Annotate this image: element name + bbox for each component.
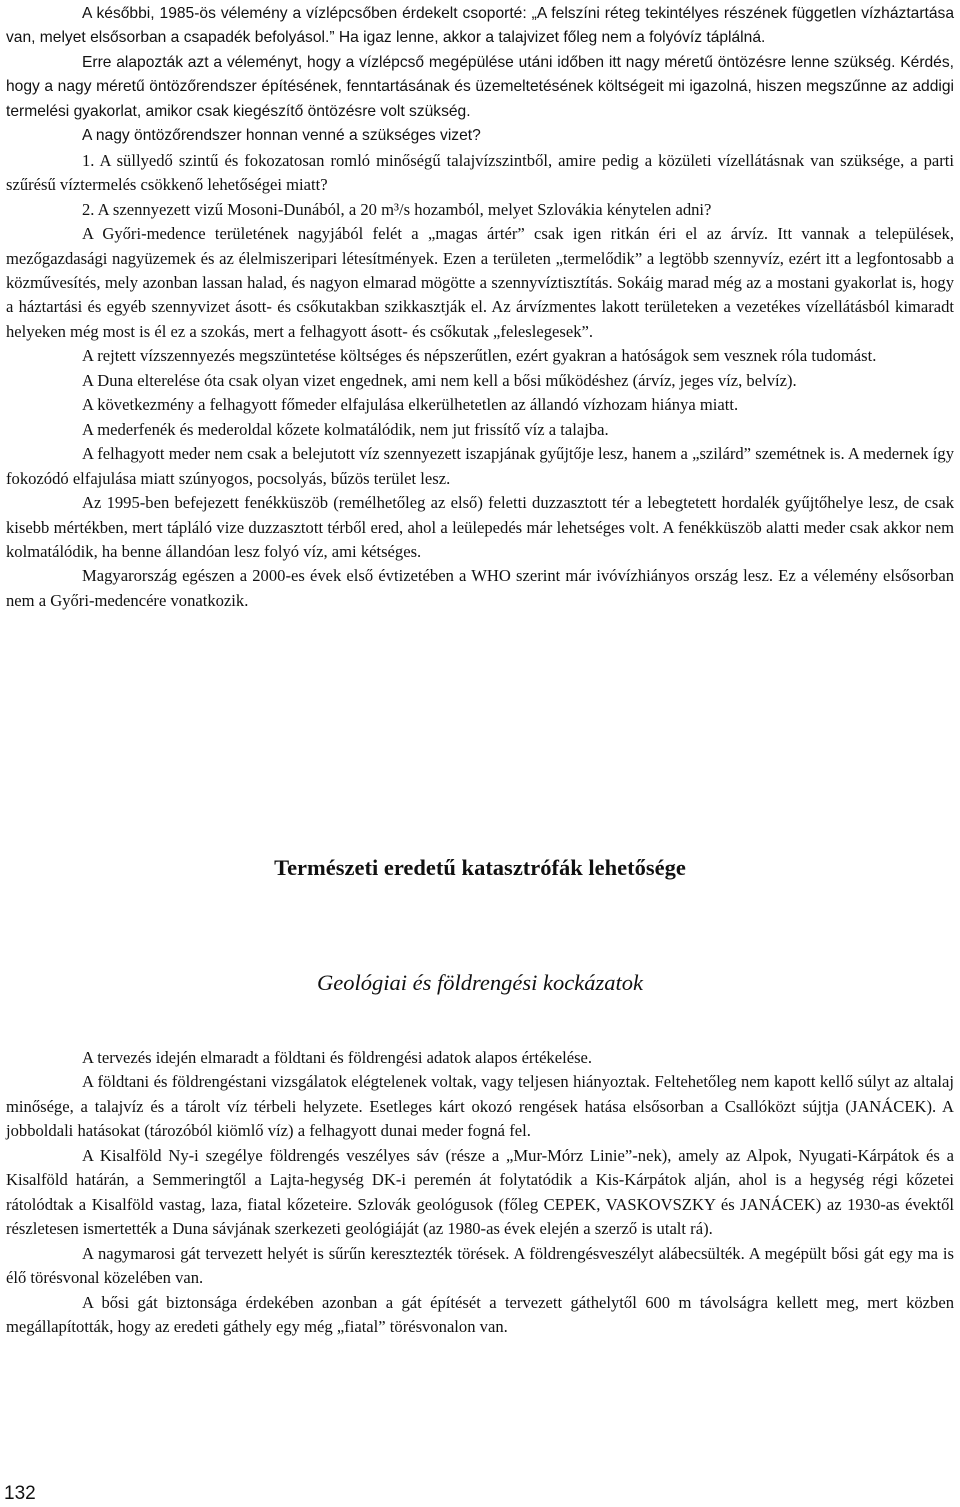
paragraph: A rejtett vízszennyezés megszüntetése költséges és népszerűtlen, ezért gyakran a hatóságok sem vesznek róla tudomást. [82, 346, 877, 366]
paragraph: Magyarország egészen a 2000-es évek első évtizetében a WHO szerint már ivóvízhiányos ország lesz. Ez a vélemény elsősorban nem a Győri-medencére vonatkozik. [6, 566, 954, 610]
page-number: 132 [4, 1483, 36, 1504]
paragraph: A Győri-medence területének nagyjából felét a „magas ártér” csak igen ritkán éri el az árvíz. Itt vannak a települések, mezőgazdasági nagyüzemek és az élelmiszeripari létesítmények. Ezen a területen „termelődik” a legtöbb szennyvíz, ezért itt a legfontosabb a közművesítés, mely azonban lassan halad, és nagyon elmarad mögötte a szennyvíztisztítás. Sokáig marad még az a mostani gyakorlat is, hogy a háztartási és egyéb szennyvizet ásott- és csőkutakban szikkasztják el. Az árvízmentes lakott területeken a vezetékes vízellátásból kimaradt helyeken még most is él ez a szokás, mert a felhagyott ásott- és csőkutak „feleslegesek”. [6, 224, 954, 341]
body-text-top [6, 2, 954, 613]
paragraph: A Kisalföld Ny-i szegélye földrengés veszélyes sáv (része a „Mur-Mórz Linie”-nek), amely az Alpok, Nyugati-Kárpátok és a Kisalföld határán, a Semmeringtől a Lajta-hegység DK-i peremén át folytatódik a Kis-Kárpátok alján, ahol is a hegység régi kőzetei rátolódtak a Kisalföld vastag, laza, fiatal kőzeteire. Szlovák geológusok (főleg CEPEK, VASKOVSZKY és JANÁCEK) az 1930-as évektől részletesen ismertették a Duna sávjának szerkezeti geológiáját (az 1980-as évek elején a szerző is utalt rá). [6, 1145, 954, 1239]
paragraph: 1. A süllyedő szintű és fokozatosan romló minőségű talajvízszintből, amire pedig a közületi vízellátásnak van szüksége, a parti szűrésű víztermelés csökkenő lehetőségei miatt? [6, 150, 954, 195]
paragraph: A következmény a felhagyott főmeder elfajulása elkerülhetetlen az állandó vízhozam hiánya miatt. [82, 395, 739, 415]
paragraph: A későbbi, 1985-ös vélemény a vízlépcsőben érdekelt csoporté: „A felszíni réteg tekintélyes részének független vízháztartása van, melyet elsősorban a csapadék befolyásol.” Ha igaz lenne, akkor a talajvizet főleg nem a folyóvíz táplálná. [6, 5, 954, 47]
paragraph: A mederfenék és mederoldal kőzete kolmatálódik, nem jut frissítő víz a talajba. [82, 419, 609, 439]
body-text-bottom [6, 1046, 954, 1339]
paragraph: A Duna elterelése óta csak olyan vizet engednek, ami nem kell a bősi működéshez (árvíz, jeges víz, belvíz). [82, 370, 797, 390]
paragraph: 2. A szennyezett vizű Mosoni-Dunából, a 20 m³/s hozamból, melyet Szlovákia kénytelen adni? [82, 199, 712, 219]
paragraph: A nagy öntözőrendszer honnan venné a szükséges vizet? [82, 127, 481, 145]
section-title: Természeti eredetű katasztrófák lehetősége [274, 855, 686, 880]
paragraph: A bősi gát biztonsága érdekében azonban a gát építését a tervezett gáthelytől 600 m távolságra kellett meg, mert közben megállapították, hogy az eredeti gáthely egy még „fiatal” törésvonalon van. [6, 1292, 954, 1336]
subsection-title: Geológiai és földrengési kockázatok [317, 970, 643, 995]
paragraph: A nagymarosi gát tervezett helyét is sűrűn keresztezték törések. A földrengésveszélyt alábecsülték. A megépült bősi gát egy ma is élő törésvonal közelében van. [6, 1243, 954, 1288]
paragraph: Az 1995-ben befejezett fenékküszöb (remélhetőleg az első) feletti duzzasztott tér a lebegtetett hordalék gyűjtőhelye lesz, de csak kisebb mértékben, mert tápláló vize duzzasztott térből ered, ahol a leülepedés már lehetséges volt. A fenékküszöb alatti meder csak akkor nem kolmatálódik, ha benne állandóan lesz folyó víz, ami kétséges. [6, 493, 954, 561]
paragraph: A tervezés idején elmaradt a földtani és földrengési adatok alapos értékelése. [82, 1048, 593, 1067]
paragraph: A földtani és földrengéstani vizsgálatok elégtelenek voltak, vagy teljesen hiányoztak. Feltehetőleg nem kapott kellő súlyt az altalaj minősége, a talajvíz és a tárolt víz térbeli helyzete. Esetleges kárt okozó rengések hatása elsősorban a Csallóközt sújtja (JANÁCEK). A jobboldali hatásokat (tározóból kiömlő víz) a felhagyott dunai meder fogná fel. [6, 1072, 954, 1141]
paragraph: A felhagyott meder nem csak a belejutott víz szennyezett iszapjának gyűjtője lesz, hanem a „szilárd” szemétnek is. A medernek így fokozódó elfajulása miatt szúnyogos, pocsolyás, bűzös terület lesz. [6, 444, 954, 488]
paragraph: Erre alapozták azt a véleményt, hogy a vízlépcső megépülése utáni időben itt nagy méretű öntözésre lenne szükség. Kérdés, hogy a nagy méretű öntözőrendszer építésének, fenntartásának és üzemeltetésének költségeit mi igazolná, hiszen megszűnne az addigi termelési gyakorlat, amikor csak kiegészítő öntözésre volt szükség. [6, 53, 954, 120]
